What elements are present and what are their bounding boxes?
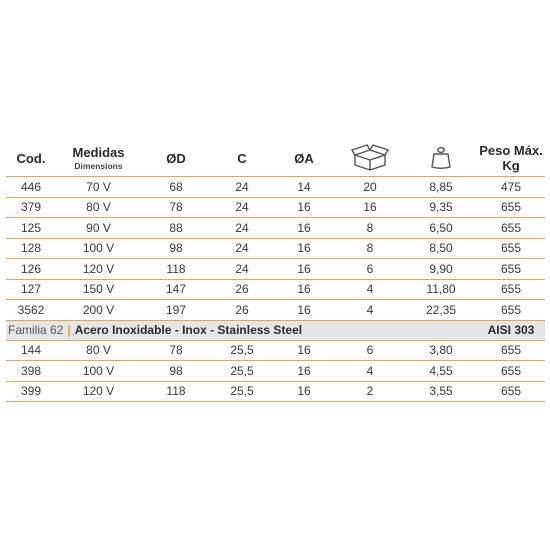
cell-cod: 379: [6, 197, 56, 218]
col-medidas-sub: Dimensions: [74, 161, 123, 171]
table-row: [6, 381, 545, 402]
cell-weight: 6,50: [405, 218, 477, 239]
cell-medidas: 200 V: [56, 300, 141, 321]
weight-icon: [430, 146, 452, 170]
cell-box: 20: [335, 177, 405, 198]
cell-weight: 3,55: [405, 381, 477, 402]
cell-medidas: 150 V: [56, 279, 141, 300]
col-peso: Peso Máx. Kg: [477, 140, 545, 177]
table-header: [6, 140, 545, 177]
cell-oa: 14: [273, 177, 335, 198]
table-row: [6, 197, 545, 218]
product-table: [6, 140, 545, 402]
table-row: [6, 218, 545, 239]
cell-oa: 16: [273, 259, 335, 280]
cell-od: 197: [141, 300, 211, 321]
cell-od: 147: [141, 279, 211, 300]
cell-medidas: 100 V: [56, 238, 141, 259]
cell-od: 118: [141, 381, 211, 402]
cell-peso: 655: [477, 259, 545, 280]
cell-c: 25,5: [211, 361, 273, 382]
cell-weight: 4,55: [405, 361, 477, 382]
cell-weight: 9,90: [405, 259, 477, 280]
box-icon: [350, 144, 390, 172]
cell-box: 4: [335, 300, 405, 321]
cell-c: 24: [211, 218, 273, 239]
cell-c: 26: [211, 279, 273, 300]
cell-c: 25,5: [211, 340, 273, 361]
cell-cod: 126: [6, 259, 56, 280]
cell-od: 78: [141, 197, 211, 218]
cell-peso: 655: [477, 340, 545, 361]
cell-peso: 655: [477, 300, 545, 321]
col-c: C: [211, 140, 273, 177]
cell-weight: 22,35: [405, 300, 477, 321]
cell-weight: 11,80: [405, 279, 477, 300]
cell-c: 25,5: [211, 381, 273, 402]
table-row: [6, 177, 545, 198]
cell-peso: 655: [477, 218, 545, 239]
cell-medidas: 120 V: [56, 381, 141, 402]
cell-weight: 8,85: [405, 177, 477, 198]
cell-box: 2: [335, 381, 405, 402]
cell-oa: 16: [273, 238, 335, 259]
cell-box: 8: [335, 218, 405, 239]
cell-medidas: 80 V: [56, 197, 141, 218]
family-band: [6, 320, 545, 340]
cell-oa: 16: [273, 340, 335, 361]
cell-peso: 655: [477, 279, 545, 300]
cell-weight: 9,35: [405, 197, 477, 218]
cell-oa: 16: [273, 361, 335, 382]
cell-box: 16: [335, 197, 405, 218]
cell-od: 98: [141, 238, 211, 259]
col-oa: ØA: [273, 140, 335, 177]
cell-oa: 16: [273, 197, 335, 218]
cell-peso: 655: [477, 381, 545, 402]
cell-box: 4: [335, 361, 405, 382]
cell-od: 98: [141, 361, 211, 382]
table-row: [6, 279, 545, 300]
cell-c: 24: [211, 238, 273, 259]
col-cod: Cod.: [6, 140, 56, 177]
cell-medidas: 100 V: [56, 361, 141, 382]
cell-od: 118: [141, 259, 211, 280]
cell-c: 24: [211, 177, 273, 198]
cell-peso: 655: [477, 197, 545, 218]
cell-box: 6: [335, 340, 405, 361]
table-row: [6, 300, 545, 321]
family-description: Acero Inoxidable - Inox - Stainless Steel: [74, 323, 303, 337]
cell-medidas: 120 V: [56, 259, 141, 280]
col-medidas-label: Medidas: [72, 145, 125, 160]
cell-oa: 16: [273, 218, 335, 239]
col-od: ØD: [141, 140, 211, 177]
cell-peso: 655: [477, 361, 545, 382]
cell-cod: 128: [6, 238, 56, 259]
family-spec: AISI 303: [477, 320, 545, 340]
cell-medidas: 80 V: [56, 340, 141, 361]
family-name: Familia 62: [8, 323, 64, 337]
table-row: [6, 238, 545, 259]
cell-box: 8: [335, 238, 405, 259]
cell-cod: 446: [6, 177, 56, 198]
cell-peso: 655: [477, 238, 545, 259]
cell-cod: 398: [6, 361, 56, 382]
cell-medidas: 70 V: [56, 177, 141, 198]
cell-cod: 3562: [6, 300, 56, 321]
table-row: [6, 361, 545, 382]
cell-od: 88: [141, 218, 211, 239]
table-row: [6, 340, 545, 361]
cell-oa: 16: [273, 300, 335, 321]
cell-peso: 475: [477, 177, 545, 198]
cell-cod: 125: [6, 218, 56, 239]
cell-medidas: 90 V: [56, 218, 141, 239]
cell-cod: 144: [6, 340, 56, 361]
family-separator: |: [67, 323, 71, 337]
cell-od: 68: [141, 177, 211, 198]
cell-weight: 3,80: [405, 340, 477, 361]
cell-cod: 399: [6, 381, 56, 402]
cell-od: 78: [141, 340, 211, 361]
cell-oa: 16: [273, 381, 335, 402]
cell-cod: 127: [6, 279, 56, 300]
cell-box: 6: [335, 259, 405, 280]
col-weight: [405, 140, 477, 177]
col-box: [335, 140, 405, 177]
cell-weight: 8,50: [405, 238, 477, 259]
table-row: [6, 259, 545, 280]
cell-c: 24: [211, 259, 273, 280]
cell-c: 26: [211, 300, 273, 321]
cell-box: 4: [335, 279, 405, 300]
col-medidas: [56, 140, 141, 177]
cell-c: 24: [211, 197, 273, 218]
cell-oa: 16: [273, 279, 335, 300]
